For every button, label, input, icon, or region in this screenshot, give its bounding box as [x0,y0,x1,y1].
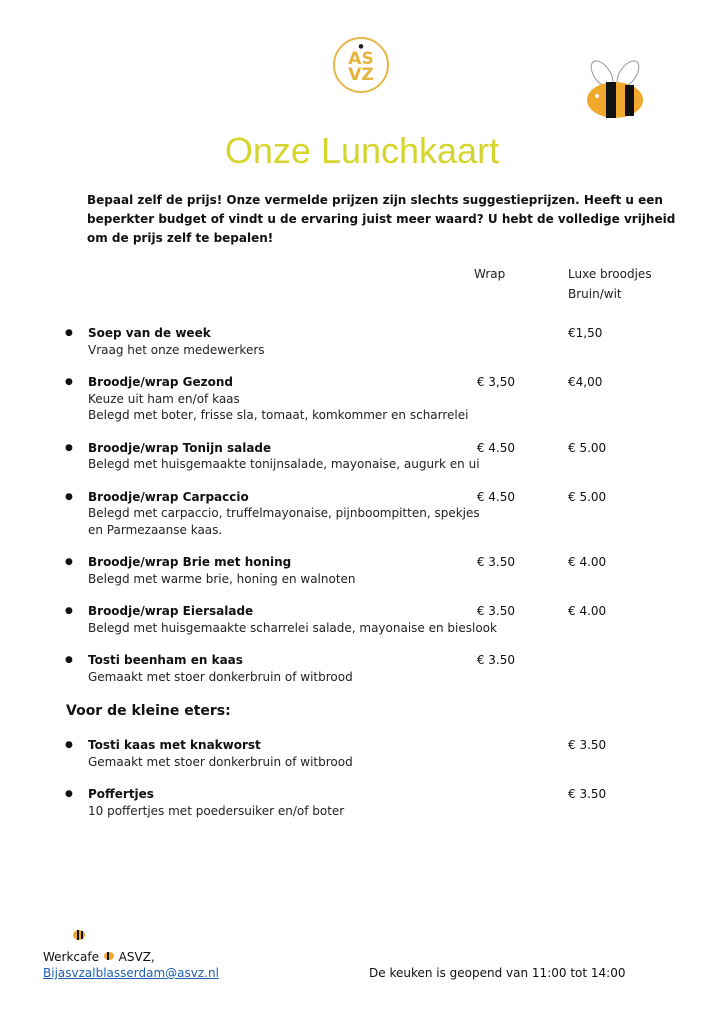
price-luxe: € 4.00 [568,604,607,618]
price-wrap: € 4.50 [476,489,515,504]
item-name: Soep van de week [88,326,211,340]
price-wrap: € 3,50 [476,375,515,389]
bee-mini-icon: ● [358,43,364,50]
item-name: Broodje/wrap Carpaccio [88,489,249,504]
menu-item [0,652,724,685]
bullet-icon: ● [65,491,73,502]
item-name: Tosti kaas met knakworst [88,738,261,752]
item-name: Broodje/wrap Tonijn salade [88,440,272,455]
menu-item [0,786,724,819]
item-description: Keuze uit ham en/of kaas [88,391,240,406]
item-description: Belegd met huisgemaakte scharrelei salade, mayonaise en bieslook [88,620,497,635]
menu-item [0,603,724,636]
luxe-header-line1: Luxe broodjes [568,267,652,281]
bee-icon [585,58,645,120]
page-title: Onze Lunchkaart [224,130,500,171]
column-header-luxe [568,264,652,304]
bullet-icon: ● [65,328,73,338]
logo-text-top: AS [348,49,374,69]
menu-item [0,489,724,539]
price-luxe: € 5.00 [568,440,607,455]
price-wrap: € 3.50 [476,555,515,569]
kitchen-hours: De keuken is geopend van 11:00 tot 14:00 [369,966,626,980]
item-name: Poffertjes [88,787,154,801]
price-wrap: € 3.50 [476,653,515,667]
price-luxe: €4,00 [568,375,603,389]
menu-item [0,325,724,358]
bee-small-icon [72,926,86,945]
item-description: Belegd met carpaccio, truffelmayonaise, pijnboompitten, spekjes [88,506,480,520]
section-heading-kids: Voor de kleine eters: [66,703,231,719]
price-wrap: € 4.50 [476,440,515,455]
bullet-icon: ● [65,557,73,567]
item-description: Gemaakt met stoer donkerbruin of witbrood [88,754,353,769]
price-wrap: € 3.50 [476,604,515,618]
item-description: Gemaakt met stoer donkerbruin of witbrood [88,669,353,684]
menu-list [0,325,724,835]
item-description: 10 poffertjes met poedersuiker en/of boter [88,803,345,818]
price-luxe: € 3.50 [568,787,607,801]
menu-item [0,554,724,587]
bee-inline-icon [103,950,115,964]
item-description: Belegd met huisgemaakte tonijnsalade, mayonaise, augurk en ui [88,457,480,471]
bullet-icon: ● [65,377,73,387]
email-link[interactable]: Bijasvzalblasserdam@asvz.nl [43,966,219,980]
item-description: Belegd met warme brie, honing en walnoten [88,571,356,586]
bullet-icon: ● [65,740,73,750]
bullet-icon: ● [65,442,73,453]
footer-address [43,950,155,964]
bullet-icon: ● [65,606,73,616]
item-name: Broodje/wrap Gezond [88,375,233,389]
footer-asvz: ASVZ, [118,950,155,964]
menu-item [0,374,724,424]
bullet-icon: ● [65,789,73,799]
item-name: Tosti beenham en kaas [88,653,243,667]
item-name: Broodje/wrap Brie met honing [88,555,292,569]
item-name: Broodje/wrap Eiersalade [88,604,254,618]
item-description: en Parmezaanse kaas. [88,522,223,537]
menu-item [0,440,724,473]
footer-werkcafe: Werkcafe [43,950,99,964]
price-luxe: € 5.00 [568,489,607,504]
logo-text-bottom: VZ [348,65,374,85]
intro-text: Bepaal zelf de prijs! Onze vermelde prijzen zijn slechts suggestieprijzen. Heeft u een beperkter budget of vindt u de ervaring juist meer waard? U hebt de volledige vrijheid om de prijs zelf te bepalen! [87,193,676,245]
bullet-icon: ● [65,655,73,665]
item-description: Vraag het onze medewerkers [88,342,265,357]
menu-item [0,737,724,770]
luxe-header-line2: Bruin/wit [568,287,622,301]
item-description: Belegd met boter, frisse sla, tomaat, komkommer en scharrelei [88,408,469,422]
price-luxe: € 3.50 [568,738,607,752]
price-luxe: €1,50 [568,326,603,340]
price-luxe: € 4.00 [568,555,607,569]
column-header-wrap: Wrap [474,267,506,281]
asvz-logo [333,37,389,93]
